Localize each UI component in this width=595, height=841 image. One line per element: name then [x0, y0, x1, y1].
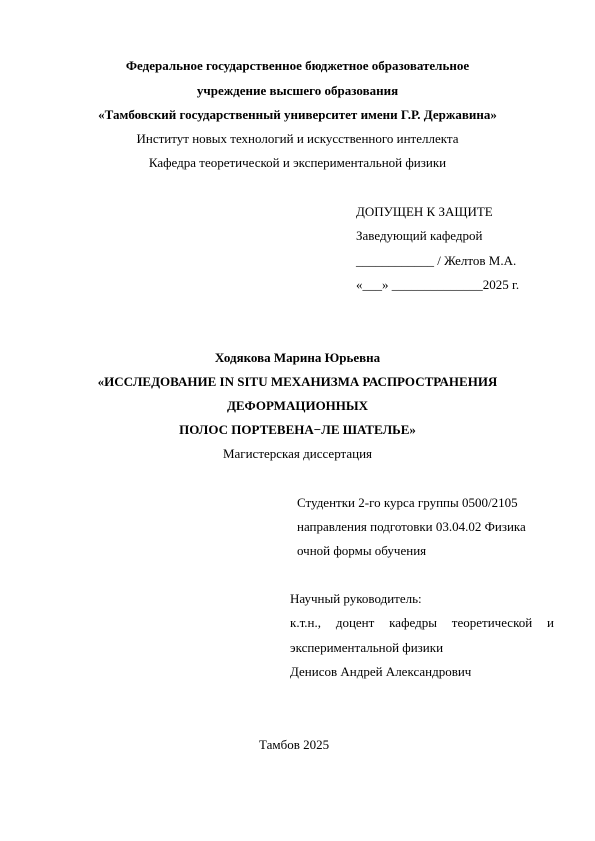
- header-institution-type: учреждение высшего образования: [196, 83, 399, 98]
- header-department: Кафедра теоретической и экспериментальной физики: [148, 155, 447, 170]
- student-group: Студентки 2-го курса группы 0500/2105: [297, 495, 518, 510]
- header-institute: Институт новых технологий и искусственного интеллекта: [136, 131, 459, 146]
- header-university-name: «Тамбовский государственный университет имени Г.Р. Державина»: [98, 107, 497, 122]
- approval-position: Заведующий кафедрой: [356, 228, 483, 243]
- author-name: Ходякова Марина Юрьевна: [214, 350, 381, 365]
- supervisor-position-line1: к.т.н., доцент кафедры теоретической и: [290, 615, 554, 630]
- work-type: Магистерская диссертация: [222, 446, 373, 461]
- approval-signature: ____________ / Желтов М.А.: [356, 253, 517, 268]
- supervisor-position-line2: экспериментальной физики: [290, 640, 444, 655]
- thesis-title-line3: ПОЛОС ПОРТЕВЕНА−ЛЕ ШАТЕЛЬЕ»: [179, 422, 416, 437]
- footer-city-year: Тамбов 2025: [259, 737, 330, 752]
- approval-date: «___» ______________2025 г.: [356, 277, 520, 292]
- thesis-title-line2: ДЕФОРМАЦИОННЫХ: [226, 398, 369, 413]
- approval-title: ДОПУЩЕН К ЗАЩИТЕ: [356, 204, 493, 219]
- thesis-title-line1: «ИССЛЕДОВАНИЕ IN SITU МЕХАНИЗМА РАСПРОСТРАНЕНИЯ: [97, 374, 498, 389]
- header-federal-line: Федеральное государственное бюджетное образовательное: [125, 58, 470, 73]
- supervisor-name: Денисов Андрей Александрович: [290, 664, 472, 679]
- supervisor-label: Научный руководитель:: [290, 591, 422, 606]
- student-direction: направления подготовки 03.04.02 Физика: [297, 519, 526, 534]
- student-form: очной формы обучения: [297, 543, 427, 558]
